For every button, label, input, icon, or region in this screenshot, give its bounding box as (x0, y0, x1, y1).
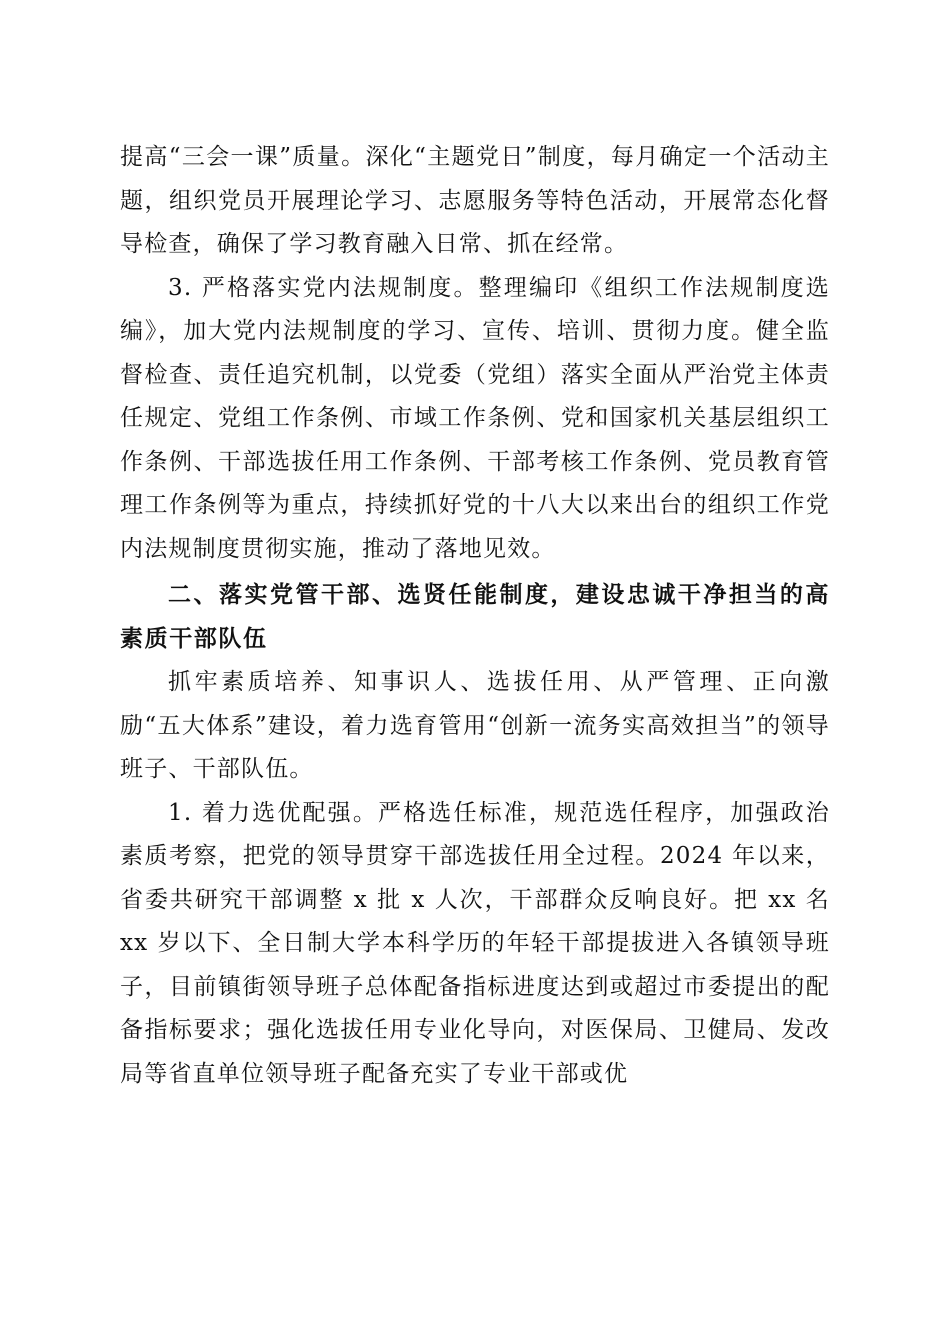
paragraph-selection: 1. 着力选优配强。严格选任标准，规范选任程序，加强政治素质考察，把党的领导贯穿干部选拔任用全过程。2024 年以来，省委共研究干部调整 x 批 x 人次，干部群众反响良好。把 xx 名 xx 岁以下、全日制大学本科学历的年轻干部提拔进入各镇领导班子，目前镇街领导班子总体配备指标进度达到或超过市委提出的配备指标要求；强化选拔任用专业化导向，对医保局、卫健局、发改局等省直单位领导班子配备充实了专业干部或优 (120, 799, 830, 1087)
paragraph-party-regulations: 3. 严格落实党内法规制度。整理编印《组织工作法规制度选编》，加大党内法规制度的学习、宣传、培训、贯彻力度。健全监督检查、责任追究机制，以党委（党组）落实全面从严治党主体责任规定、党组工作条例、市域工作条例、党和国家机关基层组织工作条例、干部选拔任用工作条例、干部考核工作条例、党员教育管理工作条例等为重点，持续抓好党的十八大以来出台的组织工作党内法规制度贯彻实施，推动了落地见效。 (120, 274, 830, 562)
paragraph-continuation: 提高“三会一课”质量。深化“主题党日”制度，每月确定一个活动主题，组织党员开展理论学习、志愿服务等特色活动，开展常态化督导检查，确保了学习教育融入日常、抓在经常。 (120, 144, 830, 257)
document-body (120, 136, 830, 1096)
paragraph-section-intro: 抓牢素质培养、知事识人、选拔任用、从严管理、正向激励“五大体系”建设，着力选育管用“创新一流务实高效担当”的领导班子、干部队伍。 (120, 669, 830, 782)
section-heading: 二、落实党管干部、选贤任能制度，建设忠诚干净担当的高素质干部队伍 (120, 582, 830, 652)
